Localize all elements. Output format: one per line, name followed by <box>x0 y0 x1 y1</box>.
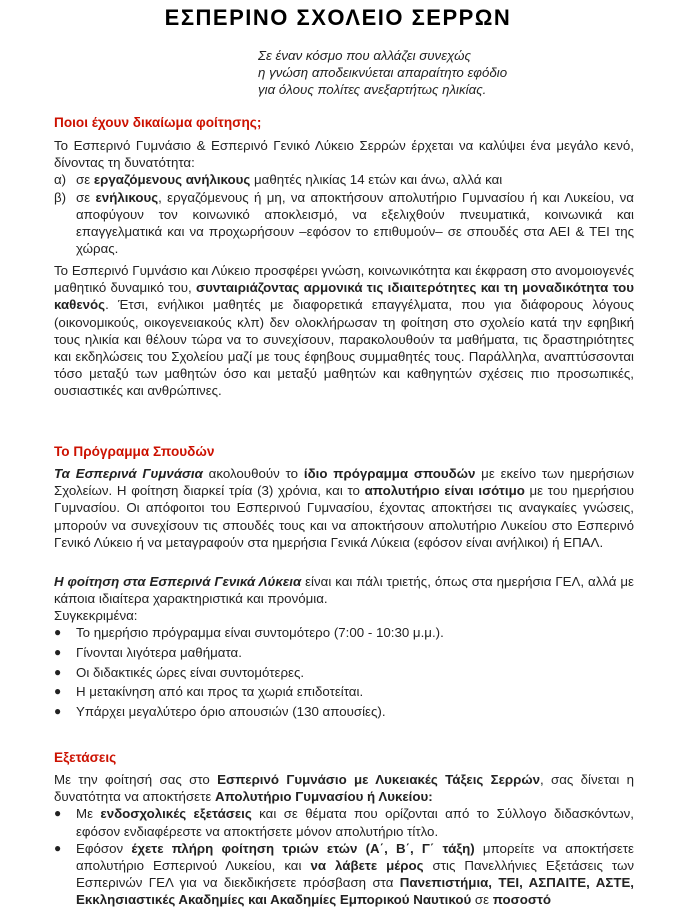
list-item: ● Με ενδοσχολικές εξετάσεις και σε θέματα που ορίζονται από το Σύλλογο διδασκόντων, εφόσον ενδιαφέρεστε να αποκτήσετε μόνον απολυτήριο τίτλο. <box>54 806 634 839</box>
quote-line: η γνώση αποδεικνύεται απαραίτητο εφόδιο <box>258 65 508 81</box>
paragraph-text: Με την φοίτησή σας στο Εσπερινό Γυμνάσιο με Λυκειακές Τάξεις Σερρών, σας δίνεται η δυνατότητα να αποκτήσετε Απολυτήριο Γυμνασίου ή Λυκείου: <box>54 772 635 805</box>
list-marker: α) <box>54 172 67 188</box>
list-item: ● Υπάρχει μεγαλύτερο όριο απουσιών (130 απουσίες). <box>54 704 386 720</box>
list-item: ● Γίνονται λιγότερα μαθήματα. <box>54 644 242 660</box>
bullet-icon: ● <box>54 806 62 821</box>
curriculum-paragraph-1 <box>54 465 634 551</box>
bullet-icon: ● <box>54 840 62 855</box>
paragraph-text: Συγκεκριμένα: <box>54 608 138 624</box>
page-title: ΕΣΠΕΡΙΝΟ ΣΧΟΛΕΙΟ ΣΕΡΡΩΝ <box>164 5 512 30</box>
bullet-icon: ● <box>54 704 62 719</box>
paragraph-text: Τα Εσπερινά Γυμνάσια ακολουθούν το ίδιο πρόγραμμα σπουδών με εκείνο των ημερήσιων Σχολείων. Η φοίτηση διαρκεί τρία (3) χρόνια, και το απολυτήριο είναι ισότιμο με του ημερήσιου Γυμνασίου. Οι απόφοιτοι του Εσπερινού Γυμνασίου, έχοντας αποκτήσει τις αναγκαίες γνώσεις, μπορούν να συνεχίσουν τις σπουδές τους και να αποκτήσουν απολυτήριο Λυκείου στο Εσπερινό Γενικό Λύκειο ή να μεταγραφούν στα ημερήσια Γενικά Λύκεια (εφόσον είναι ανήλικοι) ή ΕΠΑΛ. <box>54 466 634 550</box>
quote-line: Σε έναν κόσμο που αλλάζει συνεχώς <box>258 48 471 63</box>
list-item-text: σε ενήλικους, εργαζόμενους ή μη, να αποκτήσουν απολυτήριο Γυμνασίου ή και Λυκείου, να αποφύγουν τον κοινωνικό αποκλεισμό, να εξελιχθούν πνευματικά, κοινωνικά και επαγγελματικά και να προχωρήσουν –εφόσον το επιθυμούν– σε σπουδές στα ΑΕΙ & ΤΕΙ της χώρας. <box>76 189 634 257</box>
paragraph-text: Το Εσπερινό Γυμνάσιο και Λύκειο προσφέρει γνώση, κοινωνικότητα και έκφραση στο ανομοιογενές μαθητικό δυναμικό του, συνταιριάζοντας αρμονικά τις ιδιαιτερότητες και τη μοναδικότητα του καθενός. Έτσι, ενήλικοι μαθητές με διαφορετικά επαγγέλματα, που για διάφορους λόγους (οικονομικούς, οικογενειακούς κλπ) δεν ολοκλήρωσαν τη φοίτηση στο σχολείο κατά την εφηβική τους ηλικία και θέλουν τώρα να το συνεχίσουν, παρακολουθούν τα μαθήματα, τις δραστηριότητες και εκδηλώσεις του Σχολείου μαζί με τους έφηβους συμμαθητές τους. Παράλληλα, αναπτύσσονται τόσο μεταξύ των μαθητών όσο και μεταξύ μαθητών και καθηγητών σχέσεις πιο προσωπικές, ουσιαστικές και ανθρώπινες. <box>54 263 634 399</box>
exams-block <box>54 771 634 909</box>
list-item <box>54 189 634 258</box>
bullet-icon: ● <box>54 644 62 659</box>
eligibility-block <box>54 137 634 257</box>
list-marker: β) <box>54 189 67 205</box>
section-heading-curriculum: Το Πρόγραμμα Σπουδών <box>54 444 215 459</box>
curriculum-paragraph-2 <box>54 573 634 625</box>
list-item: ● Οι διδακτικές ώρες είναι συντομότερες. <box>54 664 305 680</box>
paragraph-text: Η φοίτηση στα Εσπερινά Γενικά Λύκεια είναι και πάλι τριετής, όπως στα ημερήσια ΓΕΛ, αλλά με κάποια ιδιαίτερα χαρακτηριστικά και προνόμια. <box>54 574 634 607</box>
eligibility-intro: Το Εσπερινό Γυμνάσιο & Εσπερινό Γενικό Λύκειο Σερρών έρχεται να καλύψει ένα μεγάλο κενό, δίνοντας τη δυνατότητα: <box>54 138 634 171</box>
bullet-icon: ● <box>54 625 62 639</box>
list-item <box>54 171 634 188</box>
list-item: ● Η μετακίνηση από και προς τα χωριά επιδοτείται. <box>54 684 364 700</box>
section-heading-eligibility: Ποιοι έχουν δικαίωμα φοίτησης; <box>54 115 262 130</box>
features-list <box>54 624 634 723</box>
bullet-icon: ● <box>54 664 62 679</box>
list-item: ● Το ημερήσιο πρόγραμμα είναι συντομότερο (7:00 - 10:30 μ.μ.). <box>54 625 444 640</box>
list-item: ● Εφόσον έχετε πλήρη φοίτηση τριών ετών (Α΄, Β΄, Γ΄ τάξη) μπορείτε να αποκτήσετε απολυτήριο Εσπερινού Λυκείου, και να λάβετε μέρος στις Πανελλήνιες Εξετάσεις των Εσπερινών ΓΕΛ για να διεκδικήσετε πρόσβαση στα Πανεπιστήμια, ΤΕΙ, ΑΣΠΑΙΤΕ, ΑΣΤΕ, Εκκλησιαστικές Ακαδημίες και Ακαδημίες Εμπορικού Ναυτικού σε ποσοστό <box>54 840 635 908</box>
quote-line: για όλους πολίτες ανεξαρτήτως ηλικίας. <box>258 82 487 98</box>
list-item-text: σε εργαζόμενους ανήλικους μαθητές ηλικίας 14 ετών και άνω, αλλά και <box>76 172 503 188</box>
epigraph-quote <box>258 47 578 99</box>
eligibility-paragraph <box>54 262 634 400</box>
bullet-icon: ● <box>54 684 62 699</box>
section-heading-exams: Εξετάσεις <box>54 750 117 765</box>
